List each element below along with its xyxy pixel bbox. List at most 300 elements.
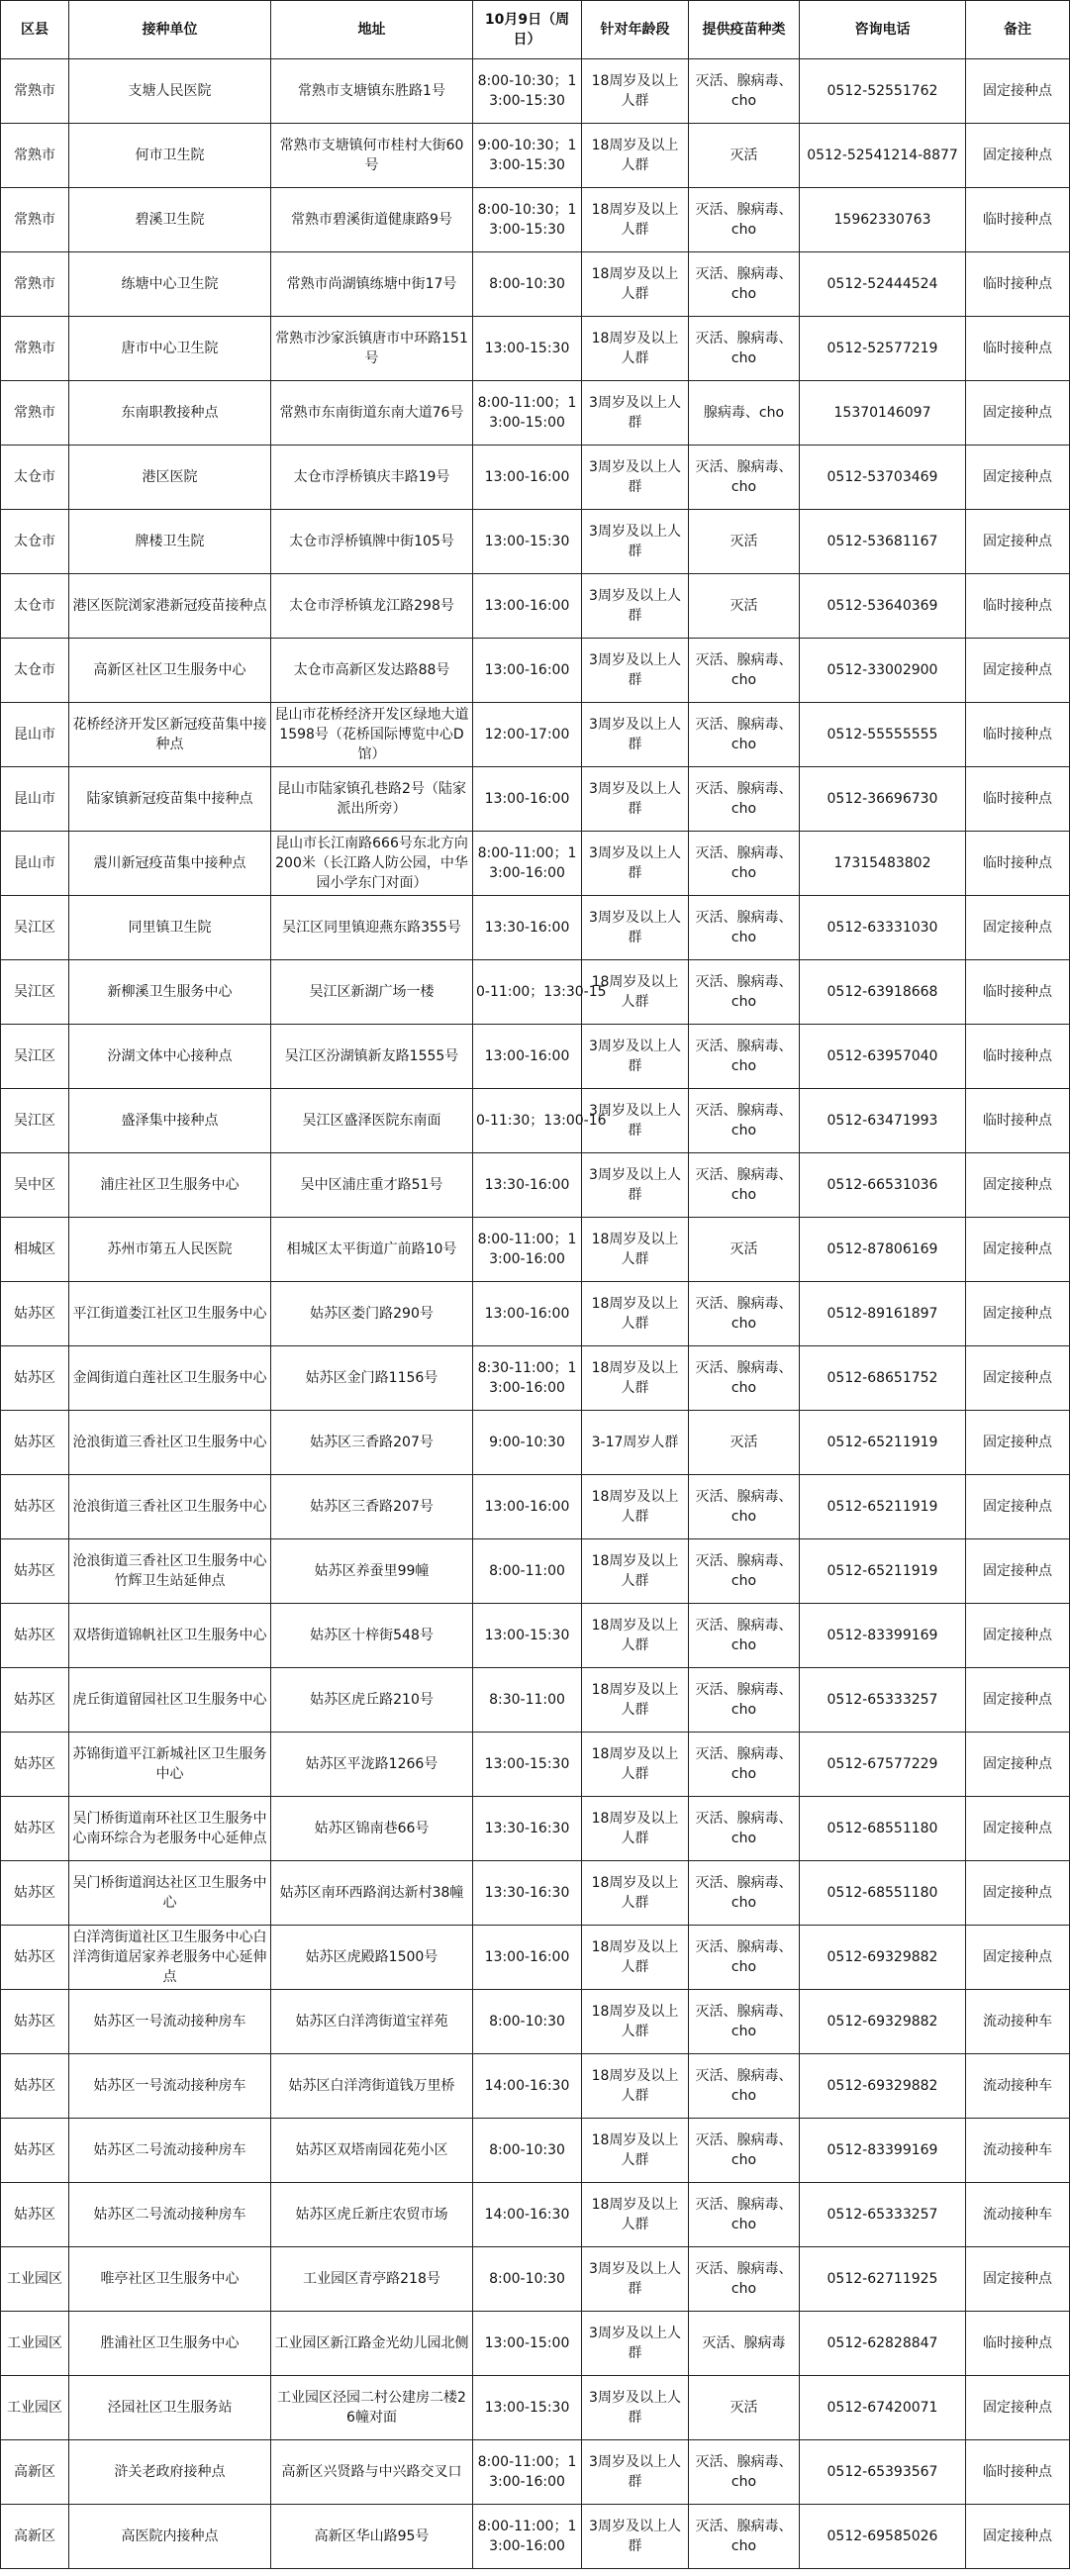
address-cell: 姑苏区南环西路润达新村38幢 bbox=[271, 1861, 473, 1926]
age-group-cell: 18周岁及以上人群 bbox=[582, 2183, 689, 2247]
address-cell: 姑苏区双塔南园花苑小区 bbox=[271, 2119, 473, 2183]
remark-cell: 固定接种点 bbox=[966, 1604, 1070, 1668]
table-row bbox=[1, 446, 1070, 510]
age-group-cell: 18周岁及以上人群 bbox=[582, 1797, 689, 1861]
age-group-cell: 18周岁及以上人群 bbox=[582, 1539, 689, 1604]
district-cell: 姑苏区 bbox=[1, 2054, 69, 2119]
vaccine-type-cell: 灭活、腺病毒、cho bbox=[689, 2119, 800, 2183]
time-cell: 13:00-15:00 bbox=[473, 2312, 582, 2376]
remark-cell: 临时接种点 bbox=[966, 2440, 1070, 2505]
address-cell: 姑苏区养蚕里99幢 bbox=[271, 1539, 473, 1604]
vaccine-type-cell: 灭活、腺病毒、cho bbox=[689, 446, 800, 510]
table-row bbox=[1, 1604, 1070, 1668]
district-cell: 吴江区 bbox=[1, 1025, 69, 1089]
phone-cell: 0512-52577219 bbox=[800, 317, 966, 381]
time-cell: 9:00-10:30 bbox=[473, 1411, 582, 1475]
table-row bbox=[1, 1926, 1070, 1990]
phone-cell: 15370146097 bbox=[800, 381, 966, 446]
site-cell: 苏锦街道平江新城社区卫生服务中心 bbox=[69, 1733, 271, 1797]
address-cell: 姑苏区虎殿路1500号 bbox=[271, 1926, 473, 1990]
district-cell: 工业园区 bbox=[1, 2247, 69, 2312]
remark-cell: 临时接种点 bbox=[966, 252, 1070, 317]
address-cell: 常熟市沙家浜镇唐市中环路151号 bbox=[271, 317, 473, 381]
age-group-cell: 18周岁及以上人群 bbox=[582, 1861, 689, 1926]
time-cell: 13:00-16:00 bbox=[473, 767, 582, 832]
address-cell: 太仓市浮桥镇龙江路298号 bbox=[271, 574, 473, 639]
phone-cell: 0512-89161897 bbox=[800, 1282, 966, 1346]
phone-cell: 0512-52444524 bbox=[800, 252, 966, 317]
table-row bbox=[1, 1733, 1070, 1797]
time-cell: 12:00-17:00 bbox=[473, 703, 582, 767]
time-cell: 13:30-16:30 bbox=[473, 1861, 582, 1926]
district-cell: 工业园区 bbox=[1, 2312, 69, 2376]
address-cell: 太仓市浮桥镇牌中街105号 bbox=[271, 510, 473, 574]
time-cell: 13:00-15:30 bbox=[473, 1733, 582, 1797]
vaccine-type-cell: 灭活、腺病毒、cho bbox=[689, 639, 800, 703]
remark-cell: 固定接种点 bbox=[966, 510, 1070, 574]
vaccine-type-cell: 灭活、腺病毒、cho bbox=[689, 2247, 800, 2312]
vaccine-type-cell: 灭活、腺病毒、cho bbox=[689, 703, 800, 767]
header-remark: 备注 bbox=[966, 1, 1070, 59]
vaccine-type-cell: 灭活、腺病毒、cho bbox=[689, 1733, 800, 1797]
vaccine-type-cell: 灭活、腺病毒、cho bbox=[689, 1539, 800, 1604]
table-row bbox=[1, 2119, 1070, 2183]
phone-cell: 0512-83399169 bbox=[800, 2119, 966, 2183]
address-cell: 常熟市尚湖镇练塘中街17号 bbox=[271, 252, 473, 317]
time-cell: 13:00-15:30 bbox=[473, 2376, 582, 2440]
time-cell: 8:30-11:00 bbox=[473, 1668, 582, 1733]
vaccine-type-cell: 灭活、腺病毒 bbox=[689, 2312, 800, 2376]
age-group-cell: 3周岁及以上人群 bbox=[582, 767, 689, 832]
remark-cell: 固定接种点 bbox=[966, 1218, 1070, 1282]
site-cell: 唐市中心卫生院 bbox=[69, 317, 271, 381]
remark-cell: 临时接种点 bbox=[966, 317, 1070, 381]
remark-cell: 固定接种点 bbox=[966, 1861, 1070, 1926]
remark-cell: 临时接种点 bbox=[966, 1089, 1070, 1153]
phone-cell: 0512-53640369 bbox=[800, 574, 966, 639]
age-group-cell: 18周岁及以上人群 bbox=[582, 317, 689, 381]
time-cell: 13:30-16:00 bbox=[473, 896, 582, 960]
phone-cell: 15962330763 bbox=[800, 188, 966, 252]
site-cell: 唯亭社区卫生服务中心 bbox=[69, 2247, 271, 2312]
phone-cell: 0512-68651752 bbox=[800, 1346, 966, 1411]
phone-cell: 0512-87806169 bbox=[800, 1218, 966, 1282]
time-cell: 8:30-11:00；13:00-16:00 bbox=[473, 1346, 582, 1411]
time-cell: 13:30-16:30 bbox=[473, 1797, 582, 1861]
vaccine-type-cell: 灭活、腺病毒、cho bbox=[689, 59, 800, 124]
site-cell: 花桥经济开发区新冠疫苗集中接种点 bbox=[69, 703, 271, 767]
phone-cell: 0512-68551180 bbox=[800, 1797, 966, 1861]
table-row bbox=[1, 639, 1070, 703]
address-cell: 姑苏区金门路1156号 bbox=[271, 1346, 473, 1411]
site-cell: 胜浦社区卫生服务中心 bbox=[69, 2312, 271, 2376]
address-cell: 昆山市长江南路666号东北方向200米（长江路人防公园，中华园小学东门对面） bbox=[271, 832, 473, 896]
time-cell: 8:00-10:30；13:00-15:30 bbox=[473, 59, 582, 124]
table-row bbox=[1, 832, 1070, 896]
table-row bbox=[1, 1411, 1070, 1475]
time-cell: 8:00-10:30 bbox=[473, 2247, 582, 2312]
age-group-cell: 18周岁及以上人群 bbox=[582, 1990, 689, 2054]
district-cell: 太仓市 bbox=[1, 574, 69, 639]
table-row bbox=[1, 1668, 1070, 1733]
site-cell: 姑苏区一号流动接种房车 bbox=[69, 1990, 271, 2054]
table-row bbox=[1, 2054, 1070, 2119]
site-cell: 吴门桥街道润达社区卫生服务中心 bbox=[69, 1861, 271, 1926]
table-row bbox=[1, 1861, 1070, 1926]
vaccine-type-cell: 灭活、腺病毒、cho bbox=[689, 1668, 800, 1733]
age-group-cell: 3周岁及以上人群 bbox=[582, 896, 689, 960]
district-cell: 相城区 bbox=[1, 1218, 69, 1282]
table-row bbox=[1, 1218, 1070, 1282]
district-cell: 姑苏区 bbox=[1, 1861, 69, 1926]
district-cell: 太仓市 bbox=[1, 510, 69, 574]
address-cell: 昆山市陆家镇孔巷路2号（陆家派出所旁） bbox=[271, 767, 473, 832]
site-cell: 平江街道娄江社区卫生服务中心 bbox=[69, 1282, 271, 1346]
phone-cell: 0512-62828847 bbox=[800, 2312, 966, 2376]
table-row bbox=[1, 1346, 1070, 1411]
table-row bbox=[1, 252, 1070, 317]
age-group-cell: 3周岁及以上人群 bbox=[582, 446, 689, 510]
site-cell: 汾湖文体中心接种点 bbox=[69, 1025, 271, 1089]
phone-cell: 0512-36696730 bbox=[800, 767, 966, 832]
age-group-cell: 18周岁及以上人群 bbox=[582, 1282, 689, 1346]
table-row bbox=[1, 2440, 1070, 2505]
age-group-cell: 18周岁及以上人群 bbox=[582, 960, 689, 1025]
time-cell: 0-11:30；13:00-16 bbox=[473, 1089, 582, 1153]
district-cell: 太仓市 bbox=[1, 639, 69, 703]
phone-cell: 0512-55555555 bbox=[800, 703, 966, 767]
vaccine-type-cell: 灭活、腺病毒、cho bbox=[689, 832, 800, 896]
age-group-cell: 3周岁及以上人群 bbox=[582, 2440, 689, 2505]
phone-cell: 0512-63471993 bbox=[800, 1089, 966, 1153]
table-row bbox=[1, 1089, 1070, 1153]
header-vaccine-type: 提供疫苗种类 bbox=[689, 1, 800, 59]
vaccine-type-cell: 灭活、腺病毒、cho bbox=[689, 1797, 800, 1861]
phone-cell: 0512-69585026 bbox=[800, 2505, 966, 2569]
age-group-cell: 3周岁及以上人群 bbox=[582, 1025, 689, 1089]
table-row bbox=[1, 381, 1070, 446]
address-cell: 工业园区青亭路218号 bbox=[271, 2247, 473, 2312]
age-group-cell: 18周岁及以上人群 bbox=[582, 1346, 689, 1411]
time-cell: 8:00-10:30 bbox=[473, 1990, 582, 2054]
site-cell: 高新区社区卫生服务中心 bbox=[69, 639, 271, 703]
district-cell: 姑苏区 bbox=[1, 2183, 69, 2247]
remark-cell: 流动接种车 bbox=[966, 2054, 1070, 2119]
phone-cell: 0512-65393567 bbox=[800, 2440, 966, 2505]
site-cell: 沧浪街道三香社区卫生服务中心 bbox=[69, 1411, 271, 1475]
time-cell: 13:00-16:00 bbox=[473, 574, 582, 639]
phone-cell: 0512-69329882 bbox=[800, 1990, 966, 2054]
district-cell: 姑苏区 bbox=[1, 1282, 69, 1346]
district-cell: 工业园区 bbox=[1, 2376, 69, 2440]
remark-cell: 临时接种点 bbox=[966, 188, 1070, 252]
district-cell: 高新区 bbox=[1, 2505, 69, 2569]
district-cell: 常熟市 bbox=[1, 188, 69, 252]
vaccine-type-cell: 灭活 bbox=[689, 510, 800, 574]
age-group-cell: 3周岁及以上人群 bbox=[582, 2376, 689, 2440]
vaccine-type-cell: 灭活、腺病毒、cho bbox=[689, 896, 800, 960]
district-cell: 吴江区 bbox=[1, 960, 69, 1025]
district-cell: 吴江区 bbox=[1, 896, 69, 960]
phone-cell: 0512-65333257 bbox=[800, 2183, 966, 2247]
table-row bbox=[1, 1153, 1070, 1218]
district-cell: 吴中区 bbox=[1, 1153, 69, 1218]
vaccine-type-cell: 灭活、腺病毒、cho bbox=[689, 2440, 800, 2505]
header-age-group: 针对年龄段 bbox=[582, 1, 689, 59]
address-cell: 太仓市浮桥镇庆丰路19号 bbox=[271, 446, 473, 510]
address-cell: 姑苏区锦南巷66号 bbox=[271, 1797, 473, 1861]
header-phone: 咨询电话 bbox=[800, 1, 966, 59]
address-cell: 太仓市高新区发达路88号 bbox=[271, 639, 473, 703]
table-row bbox=[1, 1475, 1070, 1539]
time-cell: 13:00-15:30 bbox=[473, 510, 582, 574]
address-cell: 吴江区盛泽医院东南面 bbox=[271, 1089, 473, 1153]
address-cell: 姑苏区虎丘新庄农贸市场 bbox=[271, 2183, 473, 2247]
district-cell: 昆山市 bbox=[1, 832, 69, 896]
header-date-time: 10月9日（周日） bbox=[473, 1, 582, 59]
age-group-cell: 18周岁及以上人群 bbox=[582, 252, 689, 317]
site-cell: 牌楼卫生院 bbox=[69, 510, 271, 574]
table-row bbox=[1, 59, 1070, 124]
address-cell: 吴江区汾湖镇新友路1555号 bbox=[271, 1025, 473, 1089]
site-cell: 白洋湾街道社区卫生服务中心白洋湾街道居家养老服务中心延伸点 bbox=[69, 1926, 271, 1990]
site-cell: 港区医院浏家港新冠疫苗接种点 bbox=[69, 574, 271, 639]
district-cell: 姑苏区 bbox=[1, 1797, 69, 1861]
table-row bbox=[1, 2505, 1070, 2569]
site-cell: 支塘人民医院 bbox=[69, 59, 271, 124]
phone-cell: 0512-68551180 bbox=[800, 1861, 966, 1926]
phone-cell: 0512-63918668 bbox=[800, 960, 966, 1025]
remark-cell: 流动接种车 bbox=[966, 2183, 1070, 2247]
site-cell: 双塔街道锦帆社区卫生服务中心 bbox=[69, 1604, 271, 1668]
time-cell: 8:00-10:30 bbox=[473, 2119, 582, 2183]
site-cell: 练塘中心卫生院 bbox=[69, 252, 271, 317]
district-cell: 姑苏区 bbox=[1, 1411, 69, 1475]
site-cell: 苏州市第五人民医院 bbox=[69, 1218, 271, 1282]
time-cell: 13:00-16:00 bbox=[473, 1475, 582, 1539]
site-cell: 沧浪街道三香社区卫生服务中心竹辉卫生站延伸点 bbox=[69, 1539, 271, 1604]
district-cell: 常熟市 bbox=[1, 381, 69, 446]
remark-cell: 固定接种点 bbox=[966, 1539, 1070, 1604]
age-group-cell: 18周岁及以上人群 bbox=[582, 1733, 689, 1797]
remark-cell: 固定接种点 bbox=[966, 2376, 1070, 2440]
table-row bbox=[1, 703, 1070, 767]
district-cell: 常熟市 bbox=[1, 252, 69, 317]
address-cell: 工业园区泾园二村公建房二楼26幢对面 bbox=[271, 2376, 473, 2440]
phone-cell: 0512-65211919 bbox=[800, 1475, 966, 1539]
time-cell: 13:00-16:00 bbox=[473, 1025, 582, 1089]
remark-cell: 临时接种点 bbox=[966, 832, 1070, 896]
vaccine-type-cell: 灭活、腺病毒、cho bbox=[689, 1346, 800, 1411]
time-cell: 13:00-16:00 bbox=[473, 639, 582, 703]
vaccine-type-cell: 灭活、腺病毒、cho bbox=[689, 960, 800, 1025]
remark-cell: 固定接种点 bbox=[966, 1668, 1070, 1733]
district-cell: 姑苏区 bbox=[1, 1733, 69, 1797]
table-row bbox=[1, 188, 1070, 252]
phone-cell: 0512-62711925 bbox=[800, 2247, 966, 2312]
remark-cell: 流动接种车 bbox=[966, 1990, 1070, 2054]
site-cell: 高医院内接种点 bbox=[69, 2505, 271, 2569]
header-address: 地址 bbox=[271, 1, 473, 59]
time-cell: 8:00-11:00 bbox=[473, 1539, 582, 1604]
vaccine-type-cell: 灭活、腺病毒、cho bbox=[689, 2054, 800, 2119]
table-row bbox=[1, 1282, 1070, 1346]
remark-cell: 固定接种点 bbox=[966, 639, 1070, 703]
time-cell: 8:00-11:00；13:00-16:00 bbox=[473, 2505, 582, 2569]
address-cell: 姑苏区白洋湾街道钱万里桥 bbox=[271, 2054, 473, 2119]
time-cell: 8:00-11:00；13:00-16:00 bbox=[473, 832, 582, 896]
address-cell: 吴江区新湖广场一楼 bbox=[271, 960, 473, 1025]
site-cell: 同里镇卫生院 bbox=[69, 896, 271, 960]
site-cell: 东南职教接种点 bbox=[69, 381, 271, 446]
vaccine-type-cell: 灭活、腺病毒、cho bbox=[689, 767, 800, 832]
site-cell: 港区医院 bbox=[69, 446, 271, 510]
age-group-cell: 3周岁及以上人群 bbox=[582, 2247, 689, 2312]
remark-cell: 临时接种点 bbox=[966, 2312, 1070, 2376]
site-cell: 姑苏区二号流动接种房车 bbox=[69, 2119, 271, 2183]
table-row bbox=[1, 510, 1070, 574]
district-cell: 高新区 bbox=[1, 2440, 69, 2505]
district-cell: 太仓市 bbox=[1, 446, 69, 510]
age-group-cell: 3周岁及以上人群 bbox=[582, 574, 689, 639]
phone-cell: 0512-83399169 bbox=[800, 1604, 966, 1668]
vaccine-type-cell: 灭活、腺病毒、cho bbox=[689, 1089, 800, 1153]
vaccine-type-cell: 灭活 bbox=[689, 574, 800, 639]
site-cell: 浦庄社区卫生服务中心 bbox=[69, 1153, 271, 1218]
vaccine-type-cell: 灭活、腺病毒、cho bbox=[689, 188, 800, 252]
age-group-cell: 3周岁及以上人群 bbox=[582, 1089, 689, 1153]
age-group-cell: 18周岁及以上人群 bbox=[582, 59, 689, 124]
age-group-cell: 18周岁及以上人群 bbox=[582, 1604, 689, 1668]
vaccine-type-cell: 灭活、腺病毒、cho bbox=[689, 2505, 800, 2569]
site-cell: 沧浪街道三香社区卫生服务中心 bbox=[69, 1475, 271, 1539]
time-cell: 13:30-16:00 bbox=[473, 1153, 582, 1218]
district-cell: 昆山市 bbox=[1, 703, 69, 767]
vaccine-type-cell: 灭活、腺病毒、cho bbox=[689, 1025, 800, 1089]
remark-cell: 临时接种点 bbox=[966, 1025, 1070, 1089]
address-cell: 常熟市碧溪街道健康路9号 bbox=[271, 188, 473, 252]
time-cell: 13:00-15:30 bbox=[473, 317, 582, 381]
remark-cell: 固定接种点 bbox=[966, 1153, 1070, 1218]
phone-cell: 0512-67420071 bbox=[800, 2376, 966, 2440]
age-group-cell: 3周岁及以上人群 bbox=[582, 510, 689, 574]
vaccine-type-cell: 灭活、腺病毒、cho bbox=[689, 1604, 800, 1668]
vaccine-type-cell: 灭活、腺病毒、cho bbox=[689, 317, 800, 381]
time-cell: 14:00-16:30 bbox=[473, 2183, 582, 2247]
age-group-cell: 18周岁及以上人群 bbox=[582, 1218, 689, 1282]
time-cell: 13:00-16:00 bbox=[473, 1282, 582, 1346]
table-row bbox=[1, 574, 1070, 639]
remark-cell: 临时接种点 bbox=[966, 767, 1070, 832]
phone-cell: 0512-52541214-8877 bbox=[800, 124, 966, 188]
district-cell: 姑苏区 bbox=[1, 1346, 69, 1411]
remark-cell: 固定接种点 bbox=[966, 59, 1070, 124]
remark-cell: 固定接种点 bbox=[966, 1733, 1070, 1797]
age-group-cell: 3-17周岁人群 bbox=[582, 1411, 689, 1475]
remark-cell: 临时接种点 bbox=[966, 703, 1070, 767]
district-cell: 姑苏区 bbox=[1, 1990, 69, 2054]
age-group-cell: 18周岁及以上人群 bbox=[582, 1926, 689, 1990]
address-cell: 昆山市花桥经济开发区绿地大道1598号（花桥国际博览中心D馆） bbox=[271, 703, 473, 767]
site-cell: 浒关老政府接种点 bbox=[69, 2440, 271, 2505]
district-cell: 姑苏区 bbox=[1, 1668, 69, 1733]
phone-cell: 0512-65333257 bbox=[800, 1668, 966, 1733]
age-group-cell: 18周岁及以上人群 bbox=[582, 2054, 689, 2119]
site-cell: 虎丘街道留园社区卫生服务中心 bbox=[69, 1668, 271, 1733]
site-cell: 碧溪卫生院 bbox=[69, 188, 271, 252]
phone-cell: 0512-69329882 bbox=[800, 2054, 966, 2119]
table-row bbox=[1, 1797, 1070, 1861]
site-cell: 陆家镇新冠疫苗集中接种点 bbox=[69, 767, 271, 832]
time-cell: 13:00-15:30 bbox=[473, 1604, 582, 1668]
address-cell: 姑苏区三香路207号 bbox=[271, 1411, 473, 1475]
age-group-cell: 3周岁及以上人群 bbox=[582, 832, 689, 896]
vaccine-type-cell: 灭活、腺病毒、cho bbox=[689, 1282, 800, 1346]
remark-cell: 固定接种点 bbox=[966, 1282, 1070, 1346]
age-group-cell: 18周岁及以上人群 bbox=[582, 188, 689, 252]
header-row bbox=[1, 1, 1070, 59]
phone-cell: 0512-66531036 bbox=[800, 1153, 966, 1218]
vaccine-type-cell: 灭活 bbox=[689, 1411, 800, 1475]
vaccine-type-cell: 灭活、腺病毒、cho bbox=[689, 252, 800, 317]
table-body bbox=[1, 59, 1070, 2569]
table-row bbox=[1, 2247, 1070, 2312]
address-cell: 姑苏区白洋湾街道宝祥苑 bbox=[271, 1990, 473, 2054]
district-cell: 姑苏区 bbox=[1, 1604, 69, 1668]
age-group-cell: 3周岁及以上人群 bbox=[582, 2505, 689, 2569]
address-cell: 姑苏区虎丘路210号 bbox=[271, 1668, 473, 1733]
table-row bbox=[1, 2312, 1070, 2376]
table-row bbox=[1, 317, 1070, 381]
phone-cell: 0512-63957040 bbox=[800, 1025, 966, 1089]
district-cell: 常熟市 bbox=[1, 59, 69, 124]
table-row bbox=[1, 767, 1070, 832]
remark-cell: 固定接种点 bbox=[966, 2505, 1070, 2569]
phone-cell: 0512-33002900 bbox=[800, 639, 966, 703]
address-cell: 高新区华山路95号 bbox=[271, 2505, 473, 2569]
site-cell: 盛泽集中接种点 bbox=[69, 1089, 271, 1153]
address-cell: 姑苏区十梓街548号 bbox=[271, 1604, 473, 1668]
table-row bbox=[1, 124, 1070, 188]
site-cell: 姑苏区二号流动接种房车 bbox=[69, 2183, 271, 2247]
header-site: 接种单位 bbox=[69, 1, 271, 59]
remark-cell: 固定接种点 bbox=[966, 446, 1070, 510]
district-cell: 常熟市 bbox=[1, 317, 69, 381]
phone-cell: 0512-52551762 bbox=[800, 59, 966, 124]
address-cell: 常熟市支塘镇何市桂村大街60号 bbox=[271, 124, 473, 188]
vaccine-type-cell: 灭活、腺病毒、cho bbox=[689, 1861, 800, 1926]
age-group-cell: 3周岁及以上人群 bbox=[582, 381, 689, 446]
address-cell: 吴中区浦庄重才路51号 bbox=[271, 1153, 473, 1218]
table-row bbox=[1, 960, 1070, 1025]
remark-cell: 固定接种点 bbox=[966, 124, 1070, 188]
remark-cell: 固定接种点 bbox=[966, 381, 1070, 446]
vaccine-type-cell: 灭活 bbox=[689, 1218, 800, 1282]
age-group-cell: 3周岁及以上人群 bbox=[582, 1153, 689, 1218]
remark-cell: 固定接种点 bbox=[966, 1475, 1070, 1539]
table-row bbox=[1, 1025, 1070, 1089]
phone-cell: 0512-65211919 bbox=[800, 1539, 966, 1604]
age-group-cell: 3周岁及以上人群 bbox=[582, 703, 689, 767]
phone-cell: 0512-53681167 bbox=[800, 510, 966, 574]
time-cell: 14:00-16:30 bbox=[473, 2054, 582, 2119]
site-cell: 姑苏区一号流动接种房车 bbox=[69, 2054, 271, 2119]
vaccine-type-cell: 灭活 bbox=[689, 124, 800, 188]
address-cell: 姑苏区三香路207号 bbox=[271, 1475, 473, 1539]
address-cell: 姑苏区平泷路1266号 bbox=[271, 1733, 473, 1797]
site-cell: 泾园社区卫生服务站 bbox=[69, 2376, 271, 2440]
remark-cell: 固定接种点 bbox=[966, 1926, 1070, 1990]
